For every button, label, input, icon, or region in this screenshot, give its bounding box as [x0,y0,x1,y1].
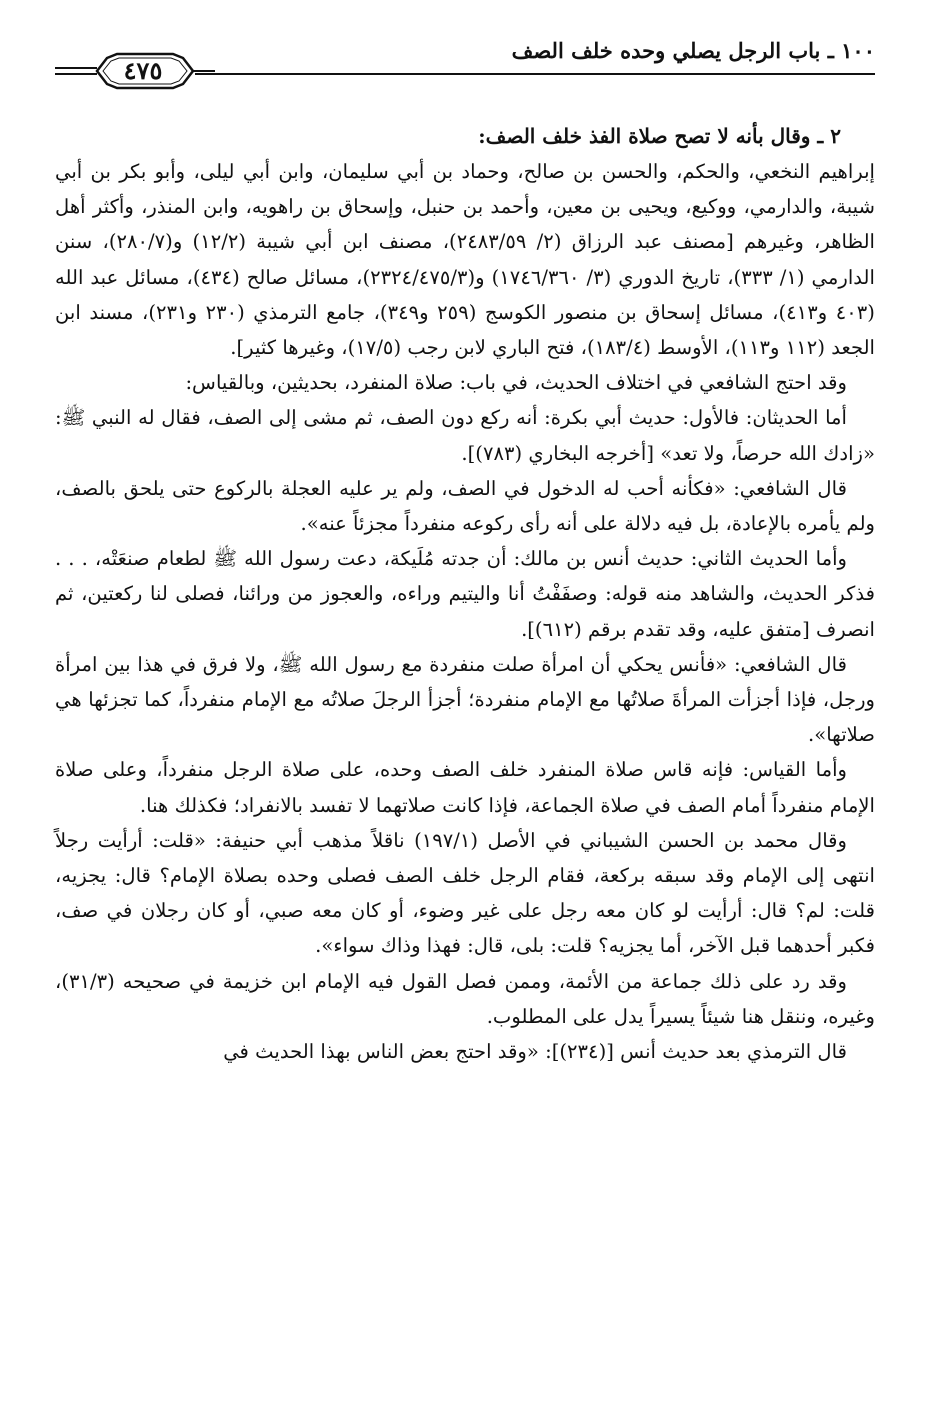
paragraph: قال الشافعي: «فكأنه أحب له الدخول في الصف، ولم ير عليه العجلة بالركوع حتى يلحق بالصف، ولم يأمره بالإعادة، بل فيه دلالة على أنه رأى ركوعه منفرداً مجزئاً عنه». [55,476,875,536]
paragraph: إبراهيم النخعي، والحكم، والحسن بن صالح، وحماد بن أبي سليمان، وابن أبي ليلى، وأبو بكر بن أبي شيبة، والدارمي، ووكيع، ويحيى بن معين، وأحمد بن حنبل، وإسحاق بن راهويه، وابن المنذر، وأكثر أهل الظاهر، وغيرهم [مصنف عبد الرزاق (٢/ ٢٤٨٣/٥٩)، مصنف ابن أبي شيبة (١٢/٢) و(٢٨٠/٧)، سنن الدارمي (١/ ٣٣٣)، تاريخ الدوري (٣/ ١٧٤٦/٣٦٠) و(٢٣٢٤/٤٧٥/٣)، مسائل صالح (٤٣٤)، مسائل عبد الله (٤٠٣ و٤١٣)، مسائل إسحاق بن منصور الكوسج (٢٥٩ و٣٤٩)، جامع الترمذي (٢٣٠ و٢٣١)، مسند ابن الجعد (١١٢ و١١٣)، الأوسط (١٨٣/٤)، فتح الباري لابن رجب (١٧/٥)، وغيرها كثير]. [55,160,875,360]
paragraph: وقد رد على ذلك جماعة من الأئمة، وممن فصل القول فيه الإمام ابن خزيمة في صحيحه (٣١/٣)، وغيره، وننقل هنا شيئاً يسيراً يدل على المطلوب. [55,969,875,1028]
paragraph: أما الحديثان: فالأول: حديث أبي بكرة: أنه ركع دون الصف، ثم مشى إلى الصف، فقال له النبي ﷺ: «زادك الله حرصاً، ولا تعد» [أخرجه البخاري (٧٨٣)]. [55,406,875,465]
section-heading: ٢ ـ وقال بأنه لا تصح صلاة الفذ خلف الصف: [478,124,841,148]
header-rule [195,73,875,75]
paragraph: وقال محمد بن الحسن الشيباني في الأصل (١٩٧/١) ناقلاً مذهب أبي حنيفة: «قلت: أرأيت رجلاً انتهى إلى الإمام وقد سبقه بركعة، فقام الرجل خلف الصف فصلى وحده بصلاة الإمام؟ قال: يجزيه، قلت: لم؟ قال: أرأيت لو كان معه رجل على غير وضوء، أو كان معه صبي، أو كان رجلان في صف، فكبر أحدهما قبل الآخر، أما يجزيه؟ قلت: بلى، قال: فهذا وذاك سواء». [55,828,875,958]
paragraph: قال الشافعي: «فأنس يحكي أن امرأة صلت منفردة مع رسول الله ﷺ، ولا فرق في هذا بين امرأة ورجل، فإذا أجزأت المرأةَ صلاتُها مع الإمام منفردة؛ أجزأ الرجلَ صلاتُه مع الإمام منفرداً، كما تجزئها هي صلاتها». [55,652,875,747]
paragraph: وأما الحديث الثاني: حديث أنس بن مالك: أن جدته مُلَيكة، دعت رسول الله ﷺ لطعام صنعَتْه، . . . فذكر الحديث، والشاهد منه قوله: وصفَفْتُ أنا واليتيم وراءه، والعجوز من ورائنا، فصلى لنا ركعتين، ثم انصرف [متفق عليه، وقد تقدم برقم (٦١٢)]. [55,547,875,641]
page-body [55,118,875,1069]
paragraph: وأما القياس: فإنه قاس صلاة المنفرد خلف الصف وحده، على صلاة الرجل منفرداً، وعلى صلاة الإمام منفرداً أمام الصف في صلاة الجماعة، فإذا كانت صلاتهما لا تفسد بالانفراد؛ فكذلك هنا. [55,758,875,817]
paragraph: وقد احتج الشافعي في اختلاف الحديث، في باب: صلاة المنفرد، بحديثين، وبالقياس: [185,371,847,395]
page-header [55,30,875,102]
page-number: ٤٧٥ [123,56,163,85]
book-page [55,30,875,1390]
running-title: ١٠٠ ـ باب الرجل يصلي وحده خلف الصف [511,38,875,63]
page-number-badge [55,46,215,98]
paragraph: قال الترمذي بعد حديث أنس [(٢٣٤)]: «وقد احتج بعض الناس بهذا الحديث في [223,1040,847,1064]
